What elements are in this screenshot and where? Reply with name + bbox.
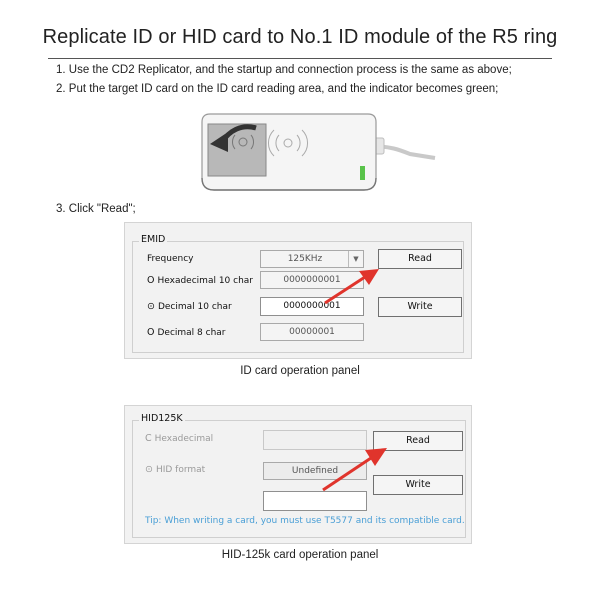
radio-unselected-icon: C: [145, 433, 152, 444]
decimal-8-label: Decimal 8 char: [157, 328, 226, 338]
indicator-light-green: [360, 166, 365, 180]
hid-format-select[interactable]: Undefined: [263, 462, 367, 480]
decimal-10-label: Decimal 10 char: [157, 302, 232, 312]
step-2-text: 2. Put the target ID card on the ID card reading area, and the indicator becomes green;: [56, 83, 499, 95]
radio-unselected-icon: O: [147, 275, 155, 286]
hid-format-option[interactable]: [145, 464, 205, 475]
emid-group-title: EMID: [141, 234, 166, 245]
radio-selected-icon: ⊙: [147, 301, 155, 312]
hid-value-field[interactable]: [263, 491, 367, 511]
hid-panel: [124, 405, 472, 544]
title-divider: [48, 58, 552, 59]
step-1-text: 1. Use the CD2 Replicator, and the startup and connection process is the same as above;: [56, 64, 512, 76]
frequency-label: Frequency: [147, 254, 194, 264]
hid-group-title: HID125K: [141, 413, 183, 424]
hex-10-field[interactable]: 0000000001: [260, 271, 364, 289]
hid-tip-text: Tip: When writing a card, you must use T5577 and its compatible card.: [145, 516, 465, 526]
card-reader-illustration: [180, 108, 440, 198]
emid-pointer-arrow: [321, 265, 385, 307]
emid-panel: [124, 222, 472, 359]
decimal-8-field[interactable]: 00000001: [260, 323, 364, 341]
hid-hex-option[interactable]: [145, 433, 213, 444]
page-title: Replicate ID or HID card to No.1 ID module of the R5 ring: [42, 26, 558, 48]
hid-pointer-arrow: [319, 444, 393, 494]
decimal-8-option[interactable]: [147, 327, 226, 338]
chevron-down-icon: ▼: [348, 251, 363, 267]
hex-10-label: Hexadecimal 10 char: [157, 276, 253, 286]
emid-read-button[interactable]: Read: [378, 249, 462, 269]
hid-read-button[interactable]: Read: [373, 431, 463, 451]
hid-caption: HID-125k card operation panel: [221, 549, 379, 561]
hex-10-option[interactable]: [147, 275, 253, 286]
decimal-10-option[interactable]: [147, 301, 232, 312]
radio-unselected-icon: O: [147, 327, 155, 338]
frequency-value: 125KHz: [287, 254, 323, 264]
id-card: [208, 124, 266, 176]
decimal-10-field[interactable]: 0000000001: [260, 297, 364, 316]
emid-write-button[interactable]: Write: [378, 297, 462, 317]
hid-format-label: HID format: [155, 465, 206, 475]
hid-hex-label: Hexadecimal: [154, 434, 214, 444]
emid-caption: ID card operation panel: [240, 365, 360, 377]
step-3-text: 3. Click "Read";: [56, 203, 136, 215]
radio-selected-icon: ⊙: [145, 464, 153, 475]
hid-write-button[interactable]: Write: [373, 475, 463, 495]
